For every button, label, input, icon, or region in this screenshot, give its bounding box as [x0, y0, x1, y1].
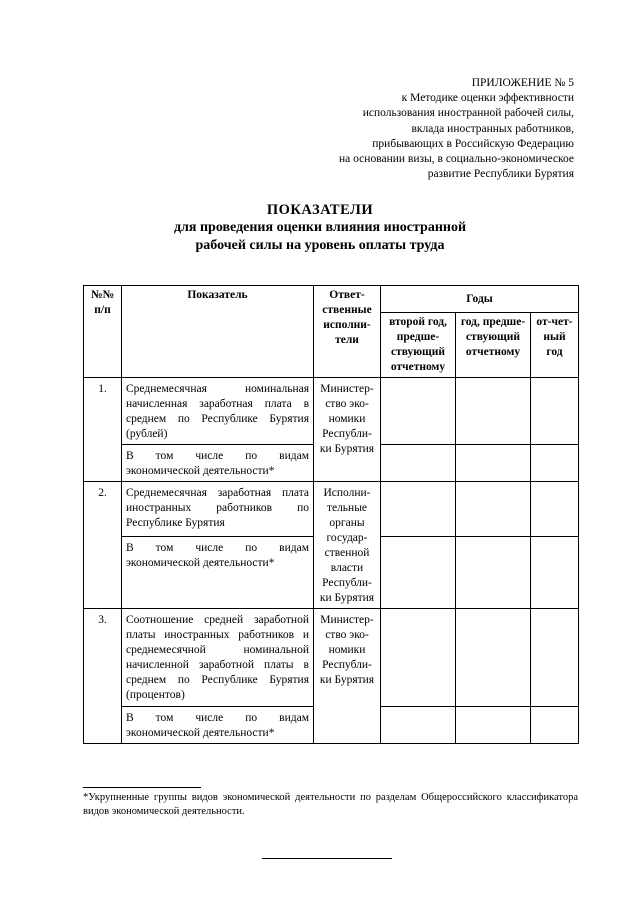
value-cell: [531, 707, 579, 744]
footnote-divider: [83, 787, 201, 788]
header-responsible: Ответ-ственные исполни-тели: [314, 286, 381, 378]
value-cell: [381, 537, 456, 609]
indicator-sub-cell: В том числе по видам экономической деятельности*: [122, 445, 314, 482]
annex-line: к Методике оценки эффективности: [401, 92, 574, 105]
annex-line: ПРИЛОЖЕНИЕ № 5: [471, 77, 574, 89]
row-number: 1.: [84, 378, 122, 482]
indicator-cell: Соотношение средней заработной платы иностранных работников и среднемесячной номинальной начисленной заработной платы в среднем по Республике Бурятия (процентов): [122, 609, 314, 707]
indicator-cell: Среднемесячная номинальная начисленная заработная плата в среднем по Республике Бурятия (рублей): [122, 378, 314, 445]
responsible-cell: Исполни-тельные органы государ-ственной власти Республи-ки Бурятия: [314, 482, 381, 609]
responsible-cell: Министер-ство эко-номики Республи-ки Бурятия: [314, 378, 381, 482]
value-cell: [531, 445, 579, 482]
annex-line: на основании визы, в социально-экономическое: [339, 153, 574, 166]
value-cell: [531, 609, 579, 707]
indicators-table: [83, 285, 579, 744]
value-cell: [456, 537, 531, 609]
value-cell: [381, 609, 456, 707]
document-title: [0, 201, 640, 255]
annex-line: вклада иностранных работников,: [411, 122, 574, 135]
value-cell: [381, 378, 456, 445]
indicator-cell: Среднемесячная заработная плата иностранных работников по Республике Бурятия: [122, 482, 314, 537]
value-cell: [456, 482, 531, 537]
value-cell: [531, 537, 579, 609]
header-year-prev: год, предше-ствующий отчетному: [456, 313, 531, 378]
value-cell: [381, 707, 456, 744]
annex-line: прибывающих в Российскую Федерацию: [372, 137, 574, 150]
indicator-sub-cell: В том числе по видам экономической деятельности*: [122, 707, 314, 744]
table-row: [84, 482, 579, 537]
annex-line: развитие Республики Бурятия: [427, 168, 574, 181]
header-year-second: второй год, предше-ствующий отчетному: [381, 313, 456, 378]
header-num: №№ п/п: [84, 286, 122, 378]
value-cell: [456, 378, 531, 445]
indicator-sub-cell: В том числе по видам экономической деятельности*: [122, 537, 314, 609]
title-line-1: для проведения оценки влияния иностранной: [173, 220, 467, 235]
end-of-document-line: [262, 858, 392, 859]
value-cell: [531, 378, 579, 445]
header-year-report: от-чет-ный год: [531, 313, 579, 378]
responsible-cell: Министер-ство эко-номики Республи-ки Бурятия: [314, 609, 381, 744]
row-number: 2.: [84, 482, 122, 609]
title-line-2: рабочей силы на уровень оплаты труда: [195, 238, 445, 253]
annex-line: использования иностранной рабочей силы,: [362, 107, 574, 120]
annex-header: [214, 76, 574, 182]
title-main: ПОКАЗАТЕЛИ: [266, 202, 374, 218]
table-row: [84, 378, 579, 445]
value-cell: [456, 445, 531, 482]
value-cell: [531, 482, 579, 537]
value-cell: [456, 707, 531, 744]
header-indicator: Показатель: [122, 286, 314, 378]
table-row: [84, 609, 579, 707]
row-number: 3.: [84, 609, 122, 744]
value-cell: [381, 445, 456, 482]
value-cell: [456, 609, 531, 707]
value-cell: [381, 482, 456, 537]
footnote: *Укрупненные группы видов экономической деятельности по разделам Общероссийского классификатора видов экономической деятельности.: [83, 792, 578, 817]
header-years: Годы: [381, 286, 579, 313]
